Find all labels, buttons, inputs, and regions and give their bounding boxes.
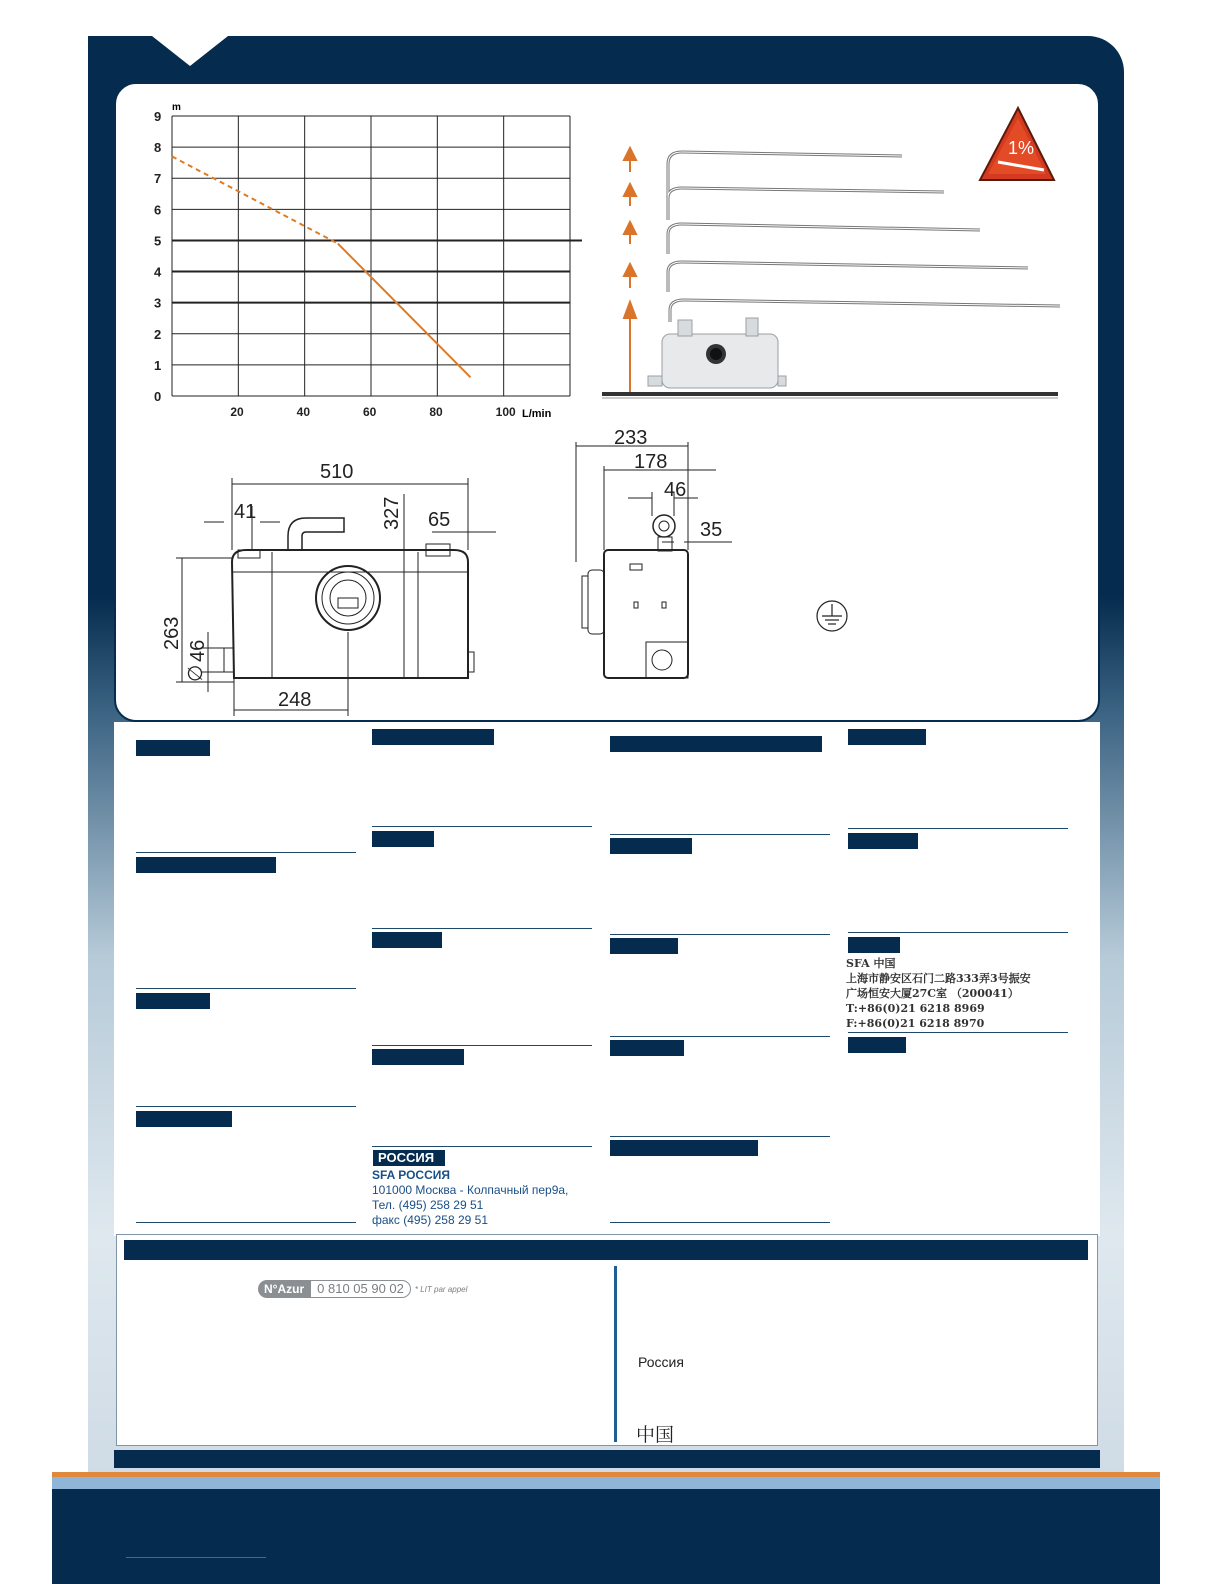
section-header xyxy=(136,740,210,756)
china-label: 中国 xyxy=(636,1424,675,1446)
russia-address xyxy=(372,1168,568,1228)
contact-header-bar xyxy=(124,1240,1088,1260)
section-divider xyxy=(136,1222,356,1223)
section-header xyxy=(136,1111,232,1127)
y-tick-label: 2 xyxy=(154,326,162,342)
pipe-4 xyxy=(668,262,1028,292)
azur-note: * LIT par appel xyxy=(414,1284,468,1294)
product-panel xyxy=(114,82,1100,722)
section-divider xyxy=(848,932,1068,933)
dim-diameter-symbol: ∅ xyxy=(185,664,207,682)
china-line: 上海市静安区石门二路333弄3号振安 xyxy=(846,972,1031,985)
contact-box xyxy=(116,1234,1098,1446)
azur-prefix: N°Azur xyxy=(258,1280,310,1298)
azur-number: 0 810 05 90 02 xyxy=(310,1280,411,1298)
section-divider xyxy=(372,826,592,827)
section-divider xyxy=(136,1106,356,1107)
footer-strip xyxy=(114,1450,1100,1468)
x-tick-label: 100 xyxy=(495,405,516,419)
section-divider xyxy=(610,1036,830,1037)
section-header xyxy=(848,937,900,953)
y-tick-label: 9 xyxy=(154,109,162,124)
section-header xyxy=(610,838,692,854)
section-header xyxy=(372,831,434,847)
section-header xyxy=(848,729,926,745)
russia-label: Россия xyxy=(638,1354,684,1370)
russia-line: SFA РОССИЯ xyxy=(372,1168,450,1182)
dim-depth: 233 xyxy=(614,427,648,449)
pipe-3 xyxy=(668,224,980,254)
azur-phone xyxy=(258,1280,467,1298)
section-header xyxy=(610,1040,684,1056)
pipe-1 xyxy=(668,152,902,220)
y-tick-label: 4 xyxy=(154,264,162,280)
footer-blue-line xyxy=(52,1477,1160,1489)
y-unit-label: m xyxy=(172,102,181,113)
china-line: F:+86(0)21 6218 8970 xyxy=(846,1017,985,1030)
dim-outlet-offset: 46 xyxy=(664,479,687,501)
x-tick-label: 80 xyxy=(429,405,443,419)
x-unit-label: L/min xyxy=(522,408,552,420)
section-header xyxy=(848,1037,906,1053)
russia-line: 101000 Москва - Колпачный пер9а, xyxy=(372,1183,569,1197)
section-divider xyxy=(136,988,356,989)
section-divider xyxy=(610,934,830,935)
slope-warning-sign xyxy=(980,108,1054,180)
russia-header xyxy=(373,1150,445,1166)
pipe-2 xyxy=(668,188,944,220)
y-tick-label: 5 xyxy=(154,233,162,249)
section-divider xyxy=(610,834,830,835)
y-tick-label: 7 xyxy=(154,171,162,187)
section-header xyxy=(610,1140,758,1156)
y-tick-label: 0 xyxy=(154,389,162,404)
footer-link[interactable] xyxy=(126,1557,266,1558)
y-tick-label: 8 xyxy=(154,140,162,156)
dim-body-height: 263 xyxy=(161,616,183,650)
section-header xyxy=(136,857,276,873)
dim-depth-inner: 178 xyxy=(634,451,668,473)
x-tick-label: 20 xyxy=(230,405,244,419)
section-divider xyxy=(610,1136,830,1137)
russia-line: факс (495) 258 29 51 xyxy=(372,1213,488,1227)
section-header xyxy=(610,736,822,752)
section-divider xyxy=(372,1146,592,1147)
section-divider xyxy=(136,852,356,853)
dim-right-offset: 65 xyxy=(428,509,451,531)
russia-line: Тел. (495) 258 29 51 xyxy=(372,1198,484,1212)
section-header xyxy=(372,729,494,745)
contact-separator xyxy=(614,1266,617,1442)
footer xyxy=(52,1489,1160,1584)
section-divider xyxy=(372,928,592,929)
dim-outlet-small: 35 xyxy=(700,519,723,541)
section-header xyxy=(848,833,918,849)
china-line: T:+86(0)21 6218 8969 xyxy=(846,1002,985,1015)
dim-total-height: 327 xyxy=(381,496,403,530)
section-header xyxy=(136,993,210,1009)
dim-width: 510 xyxy=(320,461,354,483)
dim-diameter: 46 xyxy=(187,639,209,662)
slope-percent: 1% xyxy=(1008,138,1035,158)
section-header xyxy=(372,1049,464,1065)
dim-left-offset: 41 xyxy=(234,501,257,523)
section-divider xyxy=(848,828,1068,829)
performance-chart xyxy=(154,102,582,420)
dim-bottom: 248 xyxy=(278,689,312,711)
china-line: 广场恒安大厦27C室 （200041） xyxy=(846,987,1019,1000)
y-tick-label: 3 xyxy=(154,295,162,311)
performance-curve xyxy=(338,244,471,378)
china-address xyxy=(846,956,1031,1031)
y-tick-label: 1 xyxy=(154,357,162,373)
section-header xyxy=(372,932,442,948)
earth-ground-icon xyxy=(817,601,847,631)
side-view-drawing xyxy=(576,442,732,678)
russia-heading: РОССИЯ xyxy=(378,1150,435,1165)
installation-diagram xyxy=(602,108,1060,398)
section-divider xyxy=(372,1045,592,1046)
y-tick-label: 6 xyxy=(154,202,162,218)
section-header xyxy=(610,938,678,954)
pump-unit-illustration xyxy=(648,318,786,388)
performance-curve xyxy=(172,156,338,243)
x-tick-label: 60 xyxy=(363,405,377,419)
section-divider xyxy=(610,1222,830,1223)
x-tick-label: 40 xyxy=(296,405,311,419)
china-line: SFA 中国 xyxy=(846,957,896,970)
panel-drawing xyxy=(116,84,1098,720)
tab-notch xyxy=(152,36,228,66)
section-divider xyxy=(848,1032,1068,1033)
